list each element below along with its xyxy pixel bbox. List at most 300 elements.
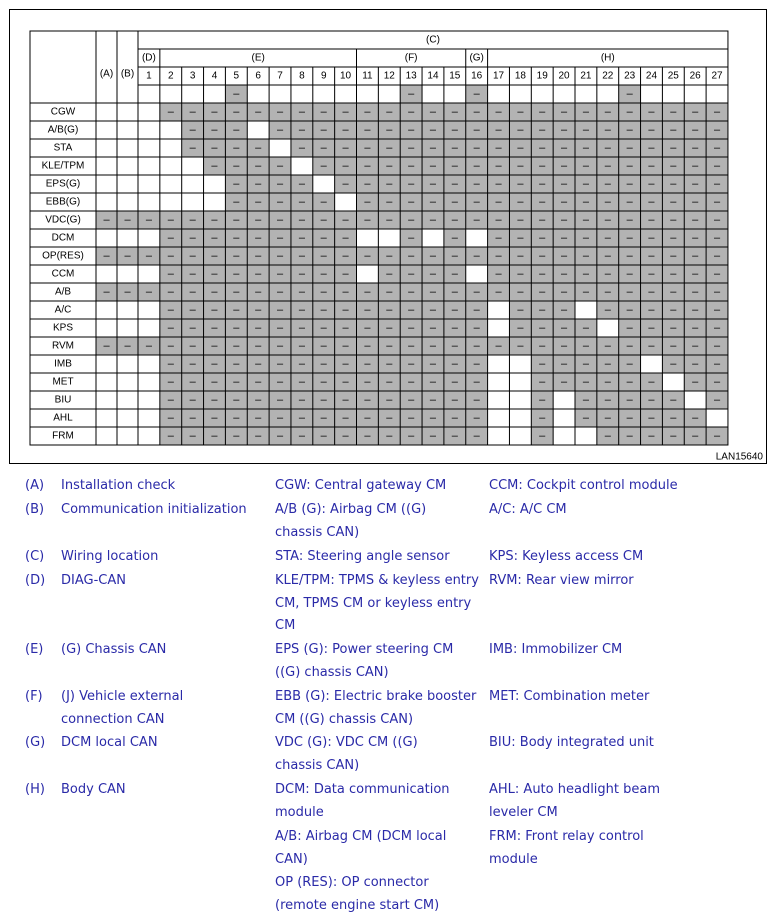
cell-dash: – (189, 232, 196, 244)
cell-dash: – (429, 394, 437, 406)
cell-dash: – (495, 160, 502, 172)
cell-dash: – (539, 322, 546, 334)
cell-dash: – (648, 178, 655, 190)
cell-dash: – (211, 268, 218, 280)
cell-dash: – (517, 124, 524, 136)
cell-dash: – (582, 250, 589, 262)
header-col-number: 24 (645, 70, 658, 82)
cell-dash: – (211, 106, 218, 118)
header-subgroup: (G) (469, 52, 484, 64)
cell-dash: – (561, 340, 568, 352)
cell-dash: – (386, 430, 393, 442)
legend-code-d: (D) (25, 573, 46, 588)
row-label: A/C (54, 304, 72, 316)
cell-dash: – (517, 196, 524, 208)
cell-dash: – (255, 322, 262, 334)
cell-dash: – (561, 376, 568, 388)
cell-dash: – (670, 412, 677, 424)
cell-dash: – (276, 214, 284, 226)
cell-dash: – (692, 196, 699, 208)
cell-dash: – (167, 340, 174, 352)
cell-dash: – (255, 376, 262, 388)
cell-dash: – (429, 268, 437, 280)
cell-dash: – (298, 394, 305, 406)
cell-dash: – (124, 286, 131, 298)
cell-dash: – (626, 214, 633, 226)
row-label: IMB (54, 358, 72, 370)
cell-dash: – (429, 106, 437, 118)
cell-dash: – (561, 322, 568, 334)
cell-dash: – (539, 394, 546, 406)
cell-dash: – (451, 340, 458, 352)
cell-dash: – (648, 376, 655, 388)
cell-dash: – (364, 340, 371, 352)
cell-dash: – (103, 214, 110, 226)
cell-dash: – (626, 196, 633, 208)
cell-dash: – (582, 160, 589, 172)
cell-dash: – (189, 124, 196, 136)
cell-dash: – (539, 430, 546, 442)
cell-dash: – (167, 250, 174, 262)
row-label: A/B (54, 286, 72, 298)
cell-dash: – (670, 322, 677, 334)
cell-dash: – (670, 196, 677, 208)
cell-dash: – (255, 106, 262, 118)
cell-dash: – (626, 124, 633, 136)
legend-kle-tpm: KLE/TPM: TPMS & keyless entry CM, TPMS CM or keyless entry CM (275, 573, 479, 633)
cell-dash: – (604, 178, 611, 190)
cell-dash: – (582, 196, 589, 208)
cell-dash: – (276, 430, 284, 442)
row-label: CCM (51, 268, 75, 280)
cell-dash: – (429, 250, 437, 262)
cell-dash: – (364, 412, 371, 424)
row-label: STA (53, 142, 73, 154)
cell-dash: – (451, 412, 458, 424)
legend-ebb-g: EBB (G): Electric brake booster CM ((G) chassis CAN) (275, 689, 477, 727)
cell-dash: – (561, 178, 568, 190)
cell-dash: – (539, 142, 546, 154)
cell-dash: – (473, 340, 480, 352)
cell-dash: – (429, 178, 437, 190)
cell-dash: – (517, 304, 524, 316)
cell-dash: – (713, 268, 721, 280)
cell-dash: – (648, 268, 655, 280)
cell-dash: – (517, 340, 524, 352)
cell-dash: – (342, 268, 349, 280)
cell-dash: – (364, 142, 371, 154)
cell-dash: – (692, 124, 699, 136)
cell-dash: – (320, 322, 327, 334)
cell-dash: – (692, 340, 699, 352)
cell-dash: – (233, 250, 240, 262)
cell-dash: – (320, 304, 327, 316)
cell-dash: – (451, 358, 458, 370)
cell-dash: – (429, 412, 437, 424)
cell-dash: – (342, 358, 349, 370)
cell-dash: – (233, 304, 240, 316)
legend-text-h: Body CAN (61, 782, 126, 797)
cell-dash: – (692, 322, 699, 334)
cell-dash: – (648, 394, 655, 406)
cell-dash: – (517, 178, 524, 190)
row-label: AHL (53, 412, 73, 424)
cell-dash: – (364, 124, 371, 136)
cell-dash: – (670, 106, 677, 118)
cell-dash: – (167, 322, 174, 334)
cell-dash: – (211, 430, 218, 442)
legend-text-e: (G) Chassis CAN (61, 642, 167, 657)
cell-dash: – (561, 268, 568, 280)
cell-dash: – (582, 232, 589, 244)
cell-dash: – (145, 250, 152, 262)
cell-dash: – (626, 304, 633, 316)
row-label: EPS(G) (45, 178, 81, 190)
header-col-number: 2 (167, 70, 174, 82)
cell-dash: – (648, 340, 655, 352)
cell-dash: – (604, 376, 611, 388)
cell-dash: – (408, 124, 415, 136)
cell-dash: – (604, 412, 611, 424)
cell-dash: – (189, 142, 196, 154)
cell-dash: – (233, 286, 240, 298)
cell-dash: – (255, 412, 262, 424)
cell-dash: – (692, 376, 699, 388)
cell-dash: – (233, 106, 240, 118)
cell-dash: – (495, 214, 502, 226)
cell-dash: – (539, 232, 546, 244)
legend-cgw: CGW: Central gateway CM (275, 478, 447, 493)
cell-dash: – (648, 250, 655, 262)
cell-dash: – (517, 142, 524, 154)
legend-text-a: Installation check (61, 478, 176, 493)
cell-dash: – (473, 304, 480, 316)
cell-dash: – (408, 376, 415, 388)
cell-dash: – (276, 160, 284, 172)
header-group-c: (C) (426, 34, 440, 46)
legend-code-e: (E) (25, 642, 44, 657)
cell-dash: – (626, 430, 633, 442)
header-marker-dash: – (408, 88, 415, 100)
cell-dash: – (189, 286, 196, 298)
cell-dash: – (451, 250, 458, 262)
header-col-number: 27 (711, 70, 723, 82)
header-subgroup: (E) (251, 52, 265, 64)
cell-dash: – (539, 412, 546, 424)
cell-dash: – (255, 394, 262, 406)
cell-dash: – (451, 286, 458, 298)
cell-dash: – (320, 340, 327, 352)
header-col-number: 26 (689, 70, 701, 82)
cell-dash: – (276, 106, 284, 118)
cell-dash: – (364, 358, 371, 370)
header-subgroup: (D) (141, 52, 156, 64)
cell-dash: – (320, 250, 327, 262)
cell-dash: – (233, 160, 240, 172)
cell-dash: – (342, 160, 349, 172)
cell-dash: – (670, 304, 677, 316)
cell-dash: – (451, 394, 458, 406)
cell-dash: – (561, 106, 568, 118)
cell-dash: – (539, 376, 546, 388)
cell-dash: – (145, 286, 152, 298)
cell-dash: – (386, 160, 393, 172)
cell-dash: – (320, 232, 327, 244)
cell-dash: – (276, 124, 284, 136)
cell-dash: – (670, 160, 677, 172)
cell-dash: – (626, 232, 633, 244)
cell-dash: – (429, 358, 437, 370)
cell-dash: – (211, 232, 218, 244)
cell-dash: – (408, 322, 415, 334)
cell-dash: – (670, 232, 677, 244)
cell-dash: – (276, 340, 284, 352)
cell-dash: – (451, 214, 458, 226)
cell-dash: – (342, 232, 349, 244)
row-label: RVM (51, 340, 75, 352)
cell-dash: – (211, 304, 218, 316)
cell-dash: – (473, 412, 480, 424)
cell-dash: – (189, 304, 196, 316)
cell-dash: – (189, 358, 196, 370)
cell-dash: – (298, 340, 305, 352)
cell-dash: – (233, 178, 240, 190)
header-col-number: 20 (558, 70, 570, 82)
cell-dash: – (211, 412, 218, 424)
cell-dash: – (495, 106, 502, 118)
header-col-number: 19 (536, 70, 548, 82)
cell-dash: – (211, 340, 218, 352)
header-col-number: 13 (405, 70, 417, 82)
cell-dash: – (604, 250, 611, 262)
cell-dash: – (298, 142, 305, 154)
cell-dash: – (408, 232, 415, 244)
cell-dash: – (276, 412, 284, 424)
cell-dash: – (276, 358, 284, 370)
cell-dash: – (473, 250, 480, 262)
cell-dash: – (255, 304, 262, 316)
cell-dash: – (561, 142, 568, 154)
cell-dash: – (692, 358, 699, 370)
cell-dash: – (408, 340, 415, 352)
cell-dash: – (517, 232, 524, 244)
cell-dash: – (233, 232, 240, 244)
cell-dash: – (386, 268, 393, 280)
cell-dash: – (451, 304, 458, 316)
cell-dash: – (648, 430, 655, 442)
cell-dash: – (713, 376, 721, 388)
legend-kps: KPS: Keyless access CM (489, 549, 644, 564)
cell-dash: – (320, 394, 327, 406)
header-col-number: 22 (602, 70, 614, 82)
cell-dash: – (473, 376, 480, 388)
cell-dash: – (364, 250, 371, 262)
cell-dash: – (670, 286, 677, 298)
cell-dash: – (408, 268, 415, 280)
cell-dash: – (648, 124, 655, 136)
row-label: VDC(G) (45, 214, 81, 226)
cell-dash: – (582, 286, 589, 298)
legend-dcm: DCM: Data communication module (275, 782, 450, 820)
cell-dash: – (451, 196, 458, 208)
cell-dash: – (364, 304, 371, 316)
header-col-number: 6 (255, 70, 261, 82)
legend-eps-g: EPS (G): Power steering CM ((G) chassis CAN) (275, 642, 454, 680)
cell-dash: – (255, 214, 262, 226)
cell-dash: – (451, 178, 458, 190)
cell-dash: – (364, 286, 371, 298)
cell-dash: – (692, 178, 699, 190)
cell-dash: – (648, 214, 655, 226)
cell-dash: – (408, 430, 415, 442)
cell-dash: – (408, 160, 415, 172)
cell-dash: – (276, 376, 284, 388)
cell-dash: – (189, 214, 196, 226)
cell-dash: – (604, 106, 611, 118)
cell-dash: – (408, 286, 415, 298)
legend-text-b: Communication initialization (61, 502, 247, 517)
cell-dash: – (342, 376, 349, 388)
cell-dash: – (429, 322, 437, 334)
cell-dash: – (604, 268, 611, 280)
cell-dash: – (320, 286, 327, 298)
cell-dash: – (713, 106, 721, 118)
cell-dash: – (429, 304, 437, 316)
row-label: DCM (51, 232, 75, 244)
cell-dash: – (429, 376, 437, 388)
cell-dash: – (189, 412, 196, 424)
cell-dash: – (298, 178, 305, 190)
cell-dash: – (167, 376, 174, 388)
cell-dash: – (386, 412, 393, 424)
cell-dash: – (473, 394, 480, 406)
cell-dash: – (692, 232, 699, 244)
cell-dash: – (255, 268, 262, 280)
cell-dash: – (626, 412, 633, 424)
cell-dash: – (539, 286, 546, 298)
header-col-number: 18 (514, 70, 526, 82)
cell-dash: – (408, 304, 415, 316)
cell-dash: – (604, 394, 611, 406)
cell-dash: – (582, 268, 589, 280)
cell-dash: – (298, 268, 305, 280)
cell-dash: – (233, 430, 240, 442)
cell-dash: – (670, 250, 677, 262)
legend-ab-g: A/B (G): Airbag CM ((G) chassis CAN) (275, 502, 427, 540)
cell-dash: – (648, 232, 655, 244)
cell-dash: – (298, 124, 305, 136)
header-col-number: 10 (340, 70, 352, 82)
cell-dash: – (692, 412, 699, 424)
cell-dash: – (298, 196, 305, 208)
cell-dash: – (255, 232, 262, 244)
cell-dash: – (342, 412, 349, 424)
cell-dash: – (692, 106, 699, 118)
cell-dash: – (713, 178, 721, 190)
cell-dash: – (408, 214, 415, 226)
cell-dash: – (211, 214, 218, 226)
cell-dash: – (276, 394, 284, 406)
cell-dash: – (342, 304, 349, 316)
cell-dash: – (429, 124, 437, 136)
cell-dash: – (604, 214, 611, 226)
cell-dash: – (167, 394, 174, 406)
cell-dash: – (713, 196, 721, 208)
legend-ccm: CCM: Cockpit control module (489, 478, 678, 493)
cell-dash: – (517, 250, 524, 262)
cell-dash: – (713, 286, 721, 298)
cell-dash: – (561, 304, 568, 316)
cell-dash: – (255, 250, 262, 262)
cell-dash: – (408, 142, 415, 154)
cell-dash: – (386, 376, 393, 388)
cell-dash: – (692, 268, 699, 280)
header-col-number: 17 (492, 70, 505, 82)
cell-dash: – (626, 268, 633, 280)
cell-dash: – (670, 124, 677, 136)
cell-dash: – (517, 214, 524, 226)
cell-dash: – (233, 412, 240, 424)
header-marker-dash: – (233, 88, 240, 100)
cell-dash: – (582, 376, 589, 388)
cell-dash: – (255, 430, 262, 442)
cell-dash: – (473, 124, 480, 136)
cell-dash: – (451, 142, 458, 154)
cell-dash: – (561, 196, 568, 208)
header-col-number: 7 (277, 70, 283, 82)
cell-dash: – (648, 412, 655, 424)
cell-dash: – (429, 214, 437, 226)
cell-dash: – (124, 340, 131, 352)
cell-dash: – (429, 196, 437, 208)
cell-dash: – (539, 160, 546, 172)
cell-dash: – (320, 430, 327, 442)
cell-dash: – (298, 106, 305, 118)
cell-dash: – (713, 358, 721, 370)
cell-dash: – (408, 412, 415, 424)
cell-dash: – (539, 358, 546, 370)
legend-code-c: (C) (25, 549, 45, 564)
header-col-number: 25 (667, 70, 679, 82)
cell-dash: – (255, 286, 262, 298)
cell-dash: – (473, 178, 480, 190)
cell-dash: – (648, 106, 655, 118)
cell-dash: – (604, 286, 611, 298)
cell-dash: – (211, 322, 218, 334)
cell-dash: – (386, 142, 393, 154)
cell-dash: – (451, 268, 458, 280)
cell-dash: – (648, 142, 655, 154)
legend-ac: A/C: A/C CM (489, 502, 567, 517)
cell-dash: – (561, 214, 568, 226)
cell-dash: – (713, 214, 721, 226)
cell-dash: – (255, 178, 262, 190)
cell-dash: – (539, 196, 546, 208)
cell-dash: – (539, 124, 546, 136)
cell-dash: – (408, 358, 415, 370)
cell-dash: – (561, 124, 568, 136)
cell-dash: – (298, 376, 305, 388)
cell-dash: – (561, 250, 568, 262)
cell-dash: – (320, 358, 327, 370)
cell-dash: – (713, 160, 721, 172)
cell-dash: – (473, 358, 480, 370)
cell-dash: – (582, 124, 589, 136)
cell-dash: – (561, 286, 568, 298)
cell-dash: – (342, 340, 349, 352)
row-label: OP(RES) (42, 250, 84, 262)
cell-dash: – (364, 322, 371, 334)
